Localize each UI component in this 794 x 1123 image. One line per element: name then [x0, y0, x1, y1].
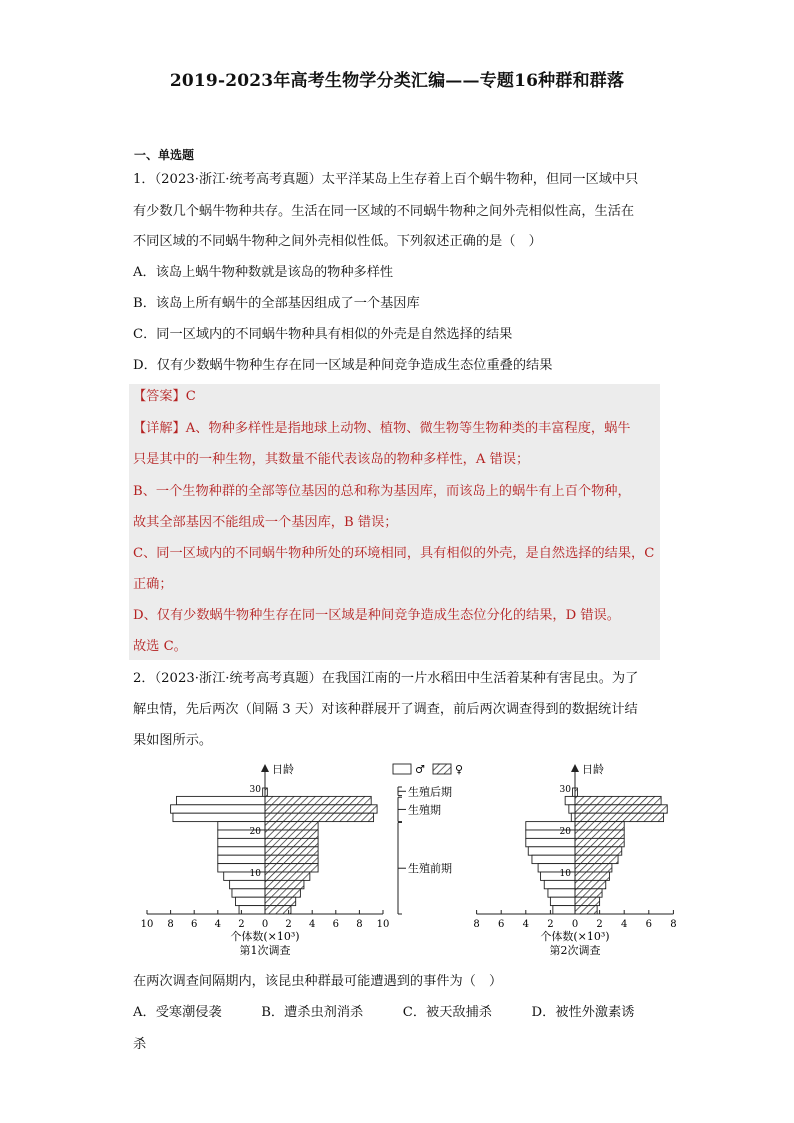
phase-label-repro: 生殖期	[408, 803, 441, 817]
q1-option-b: B．该岛上所有蜗牛的全部基因组成了一个基因库	[133, 296, 420, 311]
q2-options-line: A．受寒潮侵袭 B．遭杀虫剂消杀 C．被天敌捕杀 D．被性外激素诱	[133, 1005, 635, 1020]
x-tick-label: 2	[285, 919, 292, 930]
x-tick-label: 10	[376, 919, 390, 930]
bar-male	[569, 805, 575, 813]
bar-male	[565, 796, 575, 804]
chart-title: 第1次调查	[239, 944, 291, 957]
x-tick-label: 10	[140, 919, 154, 930]
x-tick-label: 2	[238, 919, 245, 930]
q1-option-a: A．该岛上蜗牛物种数就是该岛的物种多样性	[133, 265, 394, 280]
q1-detail-line: 正确；	[133, 577, 173, 592]
chart-title: 第2次调查	[549, 944, 601, 957]
bar-female	[265, 906, 291, 914]
x-tick-label: 8	[473, 919, 480, 930]
bar-female	[575, 872, 609, 880]
bar-female	[575, 847, 622, 855]
bar-male	[532, 855, 575, 863]
bar-female	[575, 889, 602, 897]
bar-female	[265, 880, 304, 888]
pyramid-chart-2	[473, 762, 676, 957]
page-title: 2019-2023年高考生物学分类汇编——专题16种群和群落	[169, 71, 625, 91]
bar-male	[236, 897, 266, 905]
bar-male	[230, 880, 265, 888]
q1-stem-line: 有少数几个蜗牛物种共存。生活在同一区域的不同蜗牛物种之间外壳相似性高，生活在	[133, 204, 635, 219]
bar-female	[575, 796, 661, 804]
bar-female	[265, 838, 318, 846]
x-tick-label: 0	[261, 919, 269, 930]
q1-stem-line: 1．（2023·浙江·统考高考真题）太平洋某岛上生存着上百个蜗牛物种，但同一区域中只	[133, 172, 639, 187]
x-tick-label: 4	[621, 919, 628, 930]
legend-female-label: ♀	[455, 763, 464, 776]
q2-stem-line: 2．（2023·浙江·统考高考真题）在我国江南的一片水稻田中生活着某种有害昆虫。为了	[133, 671, 639, 686]
x-tick-label: 4	[522, 919, 529, 930]
phase-label-pre: 生殖前期	[408, 862, 452, 876]
q1-detail-line: B、一个生物种群的全部等位基因的总和称为基因库，而该岛上的蜗牛有上百个物种，	[133, 484, 631, 499]
x-tick-label: 0	[571, 919, 579, 930]
y-tick-label: 10	[249, 869, 261, 879]
bar-male	[171, 805, 265, 813]
x-tick-label: 2	[547, 919, 554, 930]
q1-answer: 【答案】C	[133, 389, 196, 404]
q2-stem-line: 解虫情，先后两次（间隔 3 天）对该种群展开了调查，前后两次调查得到的数据统计结	[133, 702, 638, 717]
bar-male	[218, 855, 265, 863]
bar-female	[265, 813, 374, 821]
y-axis-label: 日龄	[582, 763, 604, 776]
x-tick-label: 8	[670, 919, 677, 930]
bar-female	[265, 872, 310, 880]
q1-detail-line: 【详解】A、物种多样性是指地球上动物、植物、微生物等生物种类的丰富程度，蜗牛	[133, 421, 631, 436]
bar-female	[265, 864, 318, 872]
bar-female	[575, 897, 600, 905]
bar-male	[553, 906, 575, 914]
bar-female	[265, 830, 318, 838]
y-axis-arrow	[261, 764, 269, 772]
bar-male	[571, 813, 575, 821]
bar-male	[239, 906, 265, 914]
bar-female	[265, 889, 300, 897]
bar-female	[575, 813, 664, 821]
bar-male	[173, 813, 265, 821]
q1-detail-line: 故其全部基因不能组成一个基因库，B 错误；	[133, 515, 398, 530]
q1-detail-line: 故选 C。	[133, 639, 187, 654]
y-tick-label: 30	[559, 785, 571, 795]
legend-male-swatch	[393, 764, 411, 774]
bar-female	[265, 822, 318, 830]
bar-female	[575, 906, 597, 914]
q2-options-wrap: 杀	[133, 1037, 147, 1052]
bar-female	[265, 897, 296, 905]
bar-male	[218, 838, 265, 846]
q2-question-line: 在两次调查间隔期内，该昆虫种群最可能遭遇到的事件为（ ）	[133, 974, 503, 989]
chart-legend	[393, 763, 463, 776]
x-tick-label: 4	[309, 919, 316, 930]
y-tick-label: 30	[249, 785, 261, 795]
x-tick-label: 4	[214, 919, 221, 930]
bar-male	[232, 889, 265, 897]
bar-male	[177, 796, 266, 804]
bar-female	[575, 880, 606, 888]
section-heading: 一、单选题	[134, 148, 195, 162]
y-tick-label: 10	[559, 869, 571, 879]
x-tick-label: 6	[498, 919, 505, 930]
population-pyramid-figure	[130, 755, 690, 967]
y-tick-label: 20	[249, 827, 261, 837]
y-axis-arrow	[571, 764, 579, 772]
bar-female	[575, 864, 612, 872]
q1-detail-line: D、仅有少数蜗牛物种生存在同一区域是种间竞争造成生态位分化的结果，D 错误。	[133, 608, 620, 623]
x-tick-label: 8	[167, 919, 174, 930]
bar-female	[265, 847, 318, 855]
bar-male	[526, 838, 575, 846]
x-tick-label: 6	[645, 919, 652, 930]
bar-male	[550, 897, 575, 905]
y-axis-label: 日龄	[272, 763, 294, 776]
bar-female	[575, 822, 624, 830]
bar-female	[575, 838, 624, 846]
q1-stem-line: 不同区域的不同蜗牛物种之间外壳相似性低。下列叙述正确的是（ ）	[133, 234, 542, 249]
bar-male	[218, 847, 265, 855]
q2-stem-line: 果如图所示。	[133, 733, 213, 748]
legend-female-swatch	[433, 764, 451, 774]
bar-female	[265, 855, 318, 863]
x-tick-label: 6	[191, 919, 198, 930]
bar-female	[575, 855, 618, 863]
x-tick-label: 6	[332, 919, 339, 930]
phase-labels	[398, 784, 452, 914]
q1-option-c: C．同一区域内的不同蜗牛物种具有相似的外壳是自然选择的结果	[133, 327, 513, 342]
q1-detail-line: C、同一区域内的不同蜗牛物种所处的环境相同，具有相似的外壳，是自然选择的结果，C	[133, 546, 655, 561]
x-tick-label: 8	[356, 919, 363, 930]
bar-male	[528, 847, 575, 855]
pyramid-chart-1	[141, 762, 390, 957]
bar-male	[544, 880, 575, 888]
bar-female	[265, 805, 377, 813]
bar-female	[575, 805, 667, 813]
x-axis-label: 个体数(×10³)	[230, 930, 300, 943]
legend-male-label: ♂	[415, 763, 425, 776]
y-tick-label: 20	[559, 827, 571, 837]
bar-male	[548, 889, 575, 897]
x-tick-label: 2	[596, 919, 603, 930]
phase-label-post: 生殖后期	[408, 785, 452, 799]
bar-female	[575, 830, 624, 838]
x-axis-label: 个体数(×10³)	[540, 930, 610, 943]
q1-option-d: D．仅有少数蜗牛物种生存在同一区域是种间竞争造成生态位重叠的结果	[133, 358, 553, 373]
q1-detail-line: 只是其中的一种生物，其数量不能代表该岛的物种多样性，A 错误；	[133, 452, 530, 467]
bar-female	[265, 796, 371, 804]
